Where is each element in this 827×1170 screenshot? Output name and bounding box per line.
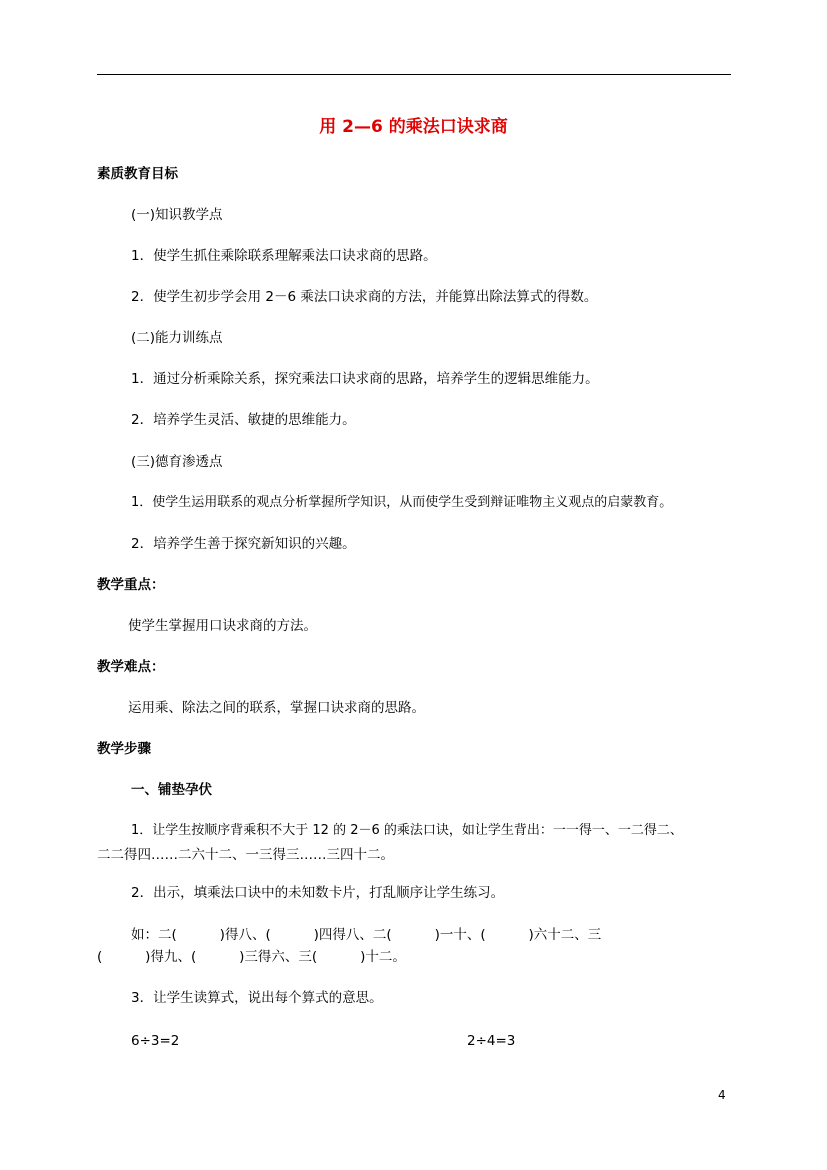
formula-right: 2÷4=3 [467,1033,516,1049]
goals-heading: 素质教育目标 [97,166,178,182]
step1-item1-line1: 1．让学生按顺序背乘积不大于 12 的 2－6 的乘法口诀，如让学生背出：一一得一、一二得二、 [131,823,683,838]
formula-left: 6÷3=2 [131,1033,180,1049]
ability-item-1: 1．通过分析乘除关系，探究乘法口诀求商的思路，培养学生的逻辑思维能力。 [131,371,599,387]
key-heading: 教学重点： [97,577,165,593]
moral-item-1: 1．使学生运用联系的观点分析掌握所学知识，从而使学生受到辩证唯物主义观点的启蒙教育。 [131,495,673,510]
header-rule [97,74,731,75]
step1-heading: 一、铺垫孕伏 [131,782,212,798]
ability-item-2: 2．培养学生灵活、敏捷的思维能力。 [131,412,356,428]
page-number: 4 [718,1088,726,1102]
moral-heading: (三)德育渗透点 [131,454,223,470]
step1-example-line1: 如：二( )得八、( )四得八、二( )一十、( )六十二、三 [131,927,602,943]
difficult-text: 运用乘、除法之间的联系，掌握口诀求商的思路。 [128,700,425,716]
document-title: 用 2—6 的乘法口诀求商 [319,117,508,137]
moral-item-2: 2．培养学生善于探究新知识的兴趣。 [131,536,356,552]
steps-heading: 教学步骤 [97,741,151,757]
step1-example-line2: ( )得九、( )三得六、三( )十二。 [97,949,406,965]
ability-heading: (二)能力训练点 [131,330,223,346]
knowledge-item-2: 2．使学生初步学会用 2－6 乘法口诀求商的方法，并能算出除法算式的得数。 [131,289,598,305]
step1-item3: 3．让学生读算式，说出每个算式的意思。 [131,990,383,1006]
knowledge-heading: (一)知识教学点 [131,207,223,223]
step1-item2: 2．出示，填乘法口诀中的未知数卡片，打乱顺序让学生练习。 [131,885,505,901]
difficult-heading: 教学难点： [97,659,165,675]
step1-item1-line2: 二二得四……二六十二、一三得三……三四十二。 [97,847,394,863]
knowledge-item-1: 1．使学生抓住乘除联系理解乘法口诀求商的思路。 [131,248,437,264]
key-text: 使学生掌握用口诀求商的方法。 [128,618,317,634]
